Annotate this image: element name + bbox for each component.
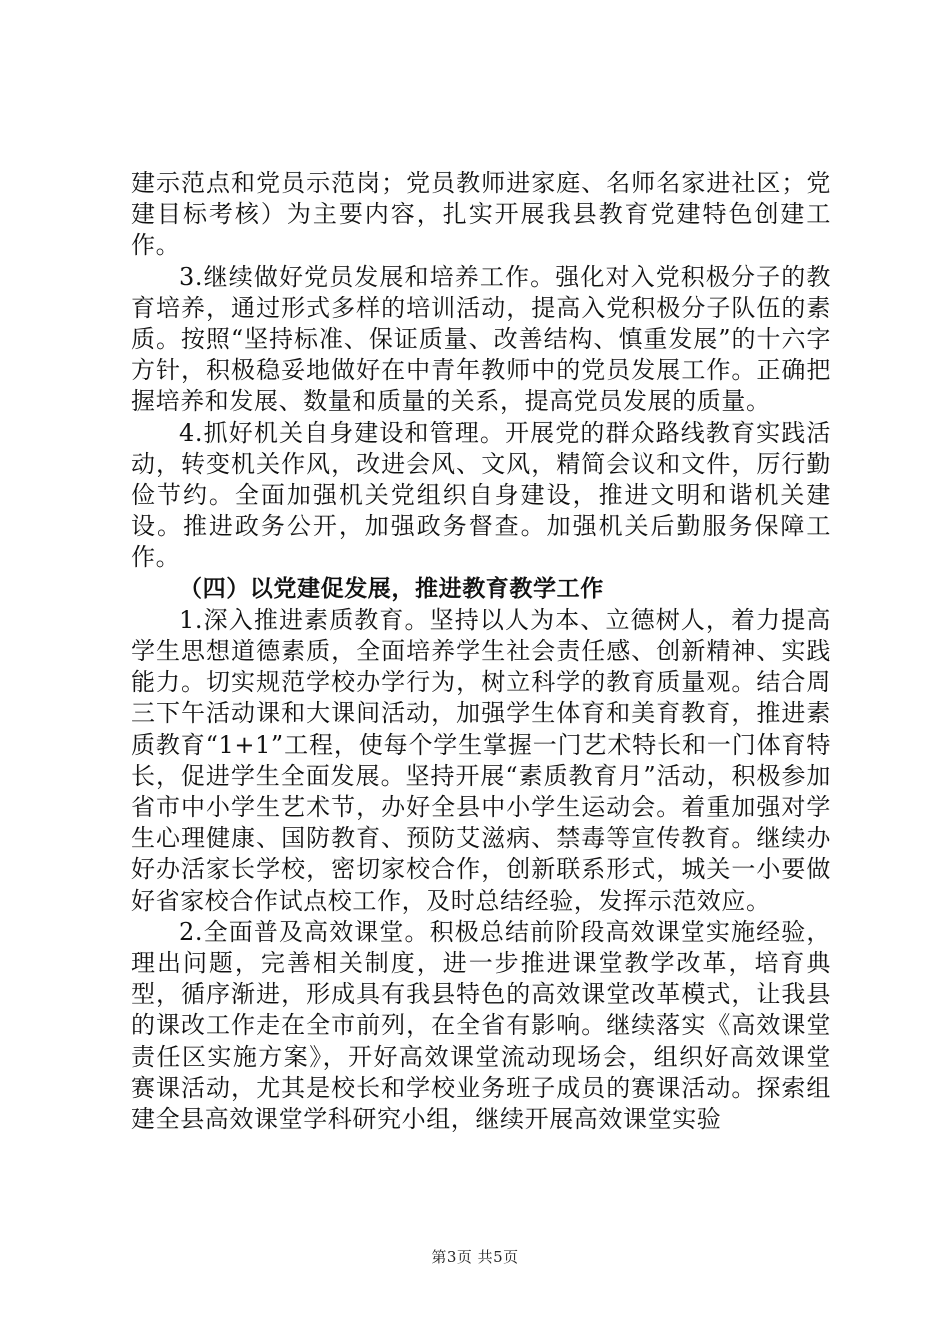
paragraph-item-3: 3.继续做好党员发展和培养工作。强化对入党积极分子的教育培养，通过形式多样的培训活动，提高入党积极分子队伍的素质。按照“坚持标准、保证质量、改善结构、慎重发展”的十六字方针，积极稳妥地做好在中青年教师中的党员发展工作。正确把握培养和发展、数量和质量的关系，提高党员发展的质量。 <box>131 262 831 416</box>
document-body <box>131 168 831 1135</box>
paragraph-item-4: 4.抓好机关自身建设和管理。开展党的群众路线教育实践活动，转变机关作风，改进会风、文风，精简会议和文件，厉行勤俭节约。全面加强机关党组织自身建设，推进文明和谐机关建设。推进政务公开，加强政务督查。加强机关后勤服务保障工作。 <box>131 418 831 572</box>
paragraph-continuation: 建示范点和党员示范岗；党员教师进家庭、名师名家进社区；党建目标考核）为主要内容，扎实开展我县教育党建特色创建工作。 <box>131 169 831 260</box>
section-heading: （四）以党建促发展，推进教育教学工作 <box>179 575 604 602</box>
paragraph-item-2: 2.全面普及高效课堂。积极总结前阶段高效课堂实施经验，理出问题，完善相关制度，进一步推进课堂教学改革，培育典型，循序渐进，形成具有我县特色的高效课堂改革模式，让我县的课改工作走在全市前列，在全省有影响。继续落实《高效课堂责任区实施方案》，开好高效课堂流动现场会，组织好高效课堂赛课活动，尤其是校长和学校业务班子成员的赛课活动。探索组建全县高效课堂学科研究小组，继续开展高效课堂实验 <box>131 917 831 1134</box>
paragraph-item-1: 1.深入推进素质教育。坚持以人为本、立德树人，着力提高学生思想道德素质，全面培养学生社会责任感、创新精神、实践能力。切实规范学校办学行为，树立科学的教育质量观。结合周三下午活动课和大课间活动，加强学生体育和美育教育，推进素质教育“1+1”工程，使每个学生掌握一门艺术特长和一门体育特长，促进学生全面发展。坚持开展“素质教育月”活动，积极参加省市中小学生艺术节，办好全县中小学生运动会。着重加强对学生心理健康、国防教育、预防艾滋病、禁毒等宣传教育。继续办好办活家长学校，密切家校合作，创新联系形式，城关一小要做好省家校合作试点校工作，及时总结经验，发挥示范效应。 <box>131 605 831 915</box>
page-footer: 第3页 共5页 <box>431 1248 519 1266</box>
